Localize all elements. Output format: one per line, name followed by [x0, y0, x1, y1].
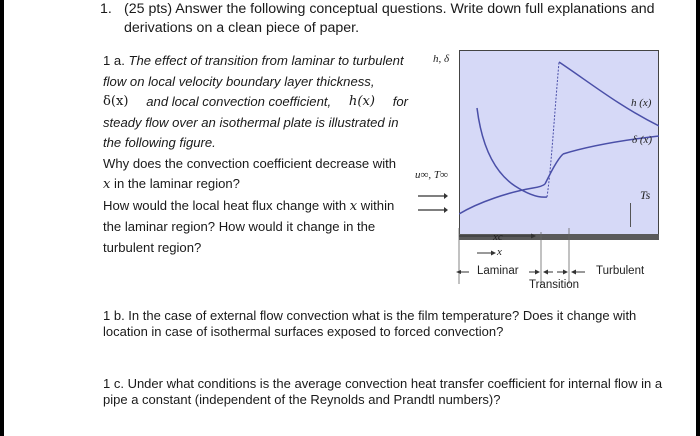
question-instructions: (25 pts) Answer the following conceptual questions. Write down full explanations and derivations on a clean piece of paper. — [124, 1, 655, 36]
x-label: x — [497, 246, 502, 258]
transition-label: Transition — [529, 279, 580, 291]
q1a-line-1 — [103, 51, 408, 72]
q1a-how-line-1-tail: within — [360, 197, 395, 213]
right-border — [696, 0, 700, 436]
q1a-why-line-1: Why does the convection coefficient decrease with — [103, 155, 397, 171]
surface-temp-leader — [630, 203, 631, 227]
h-curve-label: h (x) — [631, 97, 652, 109]
q1a-how-line-1-text: How would the local heat flux change with — [103, 197, 347, 213]
h-expression: h(x) — [348, 94, 375, 109]
q1a-line-2: flow on local velocity boundary layer thickness, — [103, 73, 375, 89]
for-text: for — [392, 94, 408, 109]
y-axis-label: h, δ — [433, 53, 450, 65]
surface-temp-label: Ts — [640, 188, 651, 202]
delta-curve-label: δ (x) — [632, 134, 653, 146]
q1a-line-1-text: The effect of transition from laminar to turbulent — [128, 53, 404, 68]
q1a-line-3 — [103, 92, 408, 113]
q1a-label: 1 a. — [103, 53, 125, 68]
q1a-how-line-1 — [103, 196, 408, 218]
question-number: 1. — [100, 1, 112, 17]
q1a-line-4: steady flow over an isothermal plate is illustrated in — [103, 114, 399, 130]
q1a-how-line-3: turbulent region? — [103, 239, 202, 255]
xc-label: xc — [493, 231, 503, 243]
q1a-why-line-2 — [103, 174, 408, 196]
q1a-line-5: the following figure. — [103, 135, 216, 150]
x-variable: x — [349, 198, 358, 214]
q1a-why-line-2-text: in the laminar region? — [114, 176, 240, 191]
and-local-text: and local convection coefficient, — [146, 94, 332, 109]
q1a-how-line-2: the laminar region? How would it change in the — [103, 219, 376, 234]
inflow-label: u∞, T∞ — [415, 169, 448, 181]
x-variable: x — [103, 177, 111, 192]
laminar-label: Laminar — [477, 265, 519, 277]
boundary-layer-plot — [459, 50, 659, 240]
delta-expression: δ(x) — [103, 94, 129, 109]
question-1b: 1 b. In the case of external flow convection what is the film temperature? Does it change with location in case of isothermal surfaces exposed to forced convection? — [103, 308, 637, 339]
turbulent-label: Turbulent — [596, 265, 645, 277]
question-1a — [103, 51, 408, 258]
inflow-arrows — [416, 190, 448, 216]
left-border — [0, 0, 4, 436]
plot-background — [460, 51, 659, 240]
question-1c: 1 c. Under what conditions is the average convection heat transfer coefficient for internal flow in a pipe a constant (independent of the Reynolds and Prandtl numbers)? — [103, 376, 663, 407]
